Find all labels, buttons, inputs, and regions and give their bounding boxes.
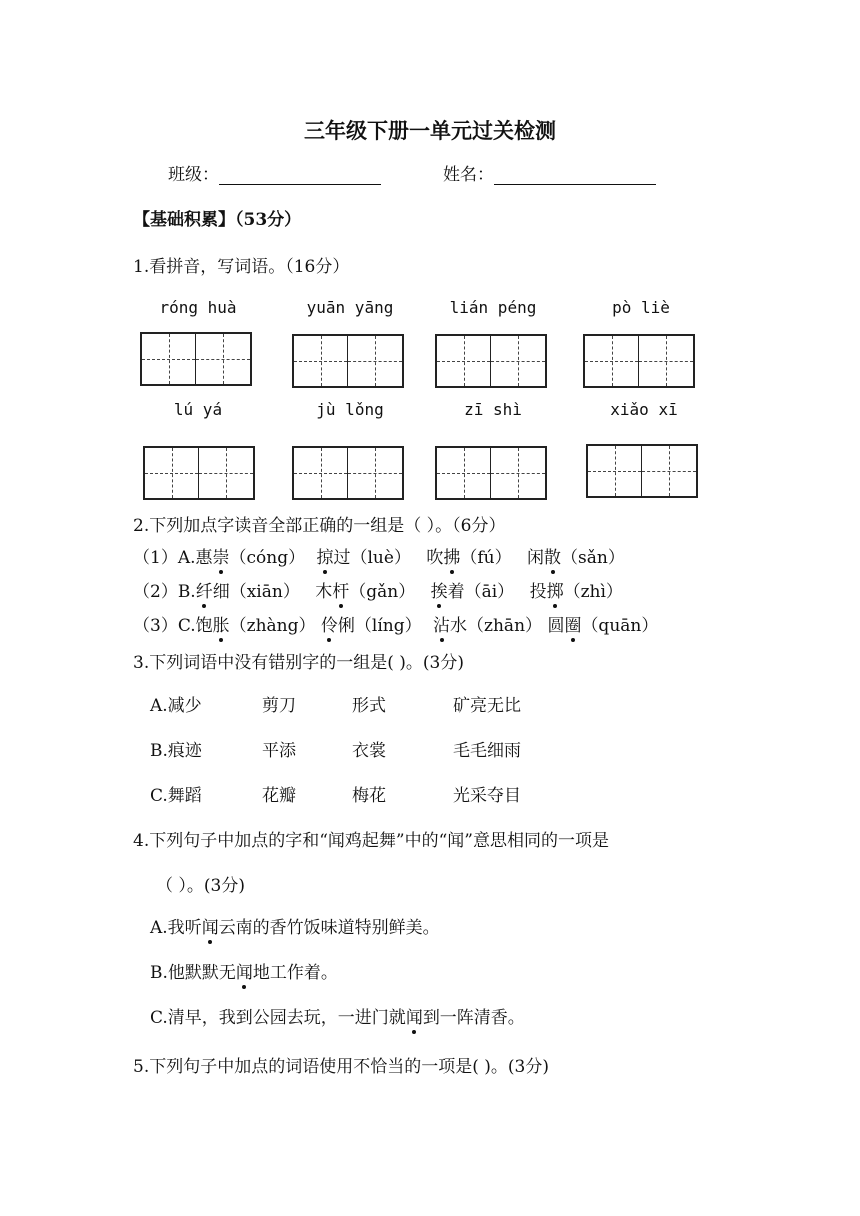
q4-answer-blank[interactable]: （ ）。(3分)	[156, 876, 245, 896]
section-heading: 【基础积累】（53分）	[133, 210, 302, 230]
q5-prompt: 5.下列句子中加点的词语使用不恰当的一项是( )。(3分)	[133, 1057, 549, 1077]
pinyin: zī shì	[464, 400, 522, 419]
writing-grid[interactable]	[586, 444, 698, 498]
pinyin: jù lǒng	[316, 400, 384, 419]
page-title: 三年级下册一单元过关检测	[304, 118, 556, 143]
pinyin: yuān yāng	[306, 298, 394, 317]
writing-grid[interactable]	[583, 334, 695, 388]
pinyin: lián péng	[449, 298, 537, 317]
pinyin: róng huà	[159, 298, 237, 317]
q1-prompt: 1.看拼音，写词语。（16分）	[133, 257, 350, 277]
name-field	[443, 160, 656, 185]
writing-grid[interactable]	[435, 446, 547, 500]
q4-option-c[interactable]: C.清早，我到公园去玩，一进门就闻到一阵清香。	[150, 1003, 525, 1028]
pinyin: xiǎo xī	[610, 400, 678, 419]
q2-option-1[interactable]: （1）A.惠崇（cóng） 掠过（luè） 吹拂（fú） 闲散（sǎn）	[133, 543, 625, 568]
writing-grid[interactable]	[140, 332, 252, 386]
name-input-line[interactable]	[494, 164, 656, 185]
q2-option-2[interactable]: （2）B.纤细（xiān） 木杆（gǎn） 挨着（āi） 投掷（zhì）	[133, 577, 623, 602]
writing-grid[interactable]	[292, 334, 404, 388]
writing-grid[interactable]	[435, 334, 547, 388]
q2-prompt: 2.下列加点字读音全部正确的一组是（ ）。（6分）	[133, 516, 506, 536]
writing-grid[interactable]	[292, 446, 404, 500]
pinyin: pò liè	[612, 298, 670, 317]
class-field	[168, 160, 381, 185]
class-label: 班级：	[168, 165, 219, 185]
q4-option-b[interactable]: B.他默默无闻地工作着。	[150, 958, 338, 983]
q4-prompt: 4.下列句子中加点的字和“闻鸡起舞”中的“闻”意思相同的一项是	[133, 831, 609, 851]
q4-option-a[interactable]: A.我听闻云南的香竹饭味道特别鲜美。	[150, 913, 440, 938]
writing-grid[interactable]	[143, 446, 255, 500]
q3-prompt: 3.下列词语中没有错别字的一组是( )。(3分)	[133, 653, 464, 673]
pinyin: lú yá	[173, 400, 223, 419]
class-input-line[interactable]	[219, 164, 381, 185]
q2-option-3[interactable]: （3）C.饱胀（zhàng） 伶俐（líng） 沾水（zhān） 圆圈（quān）	[133, 611, 658, 636]
name-label: 姓名：	[443, 165, 494, 185]
